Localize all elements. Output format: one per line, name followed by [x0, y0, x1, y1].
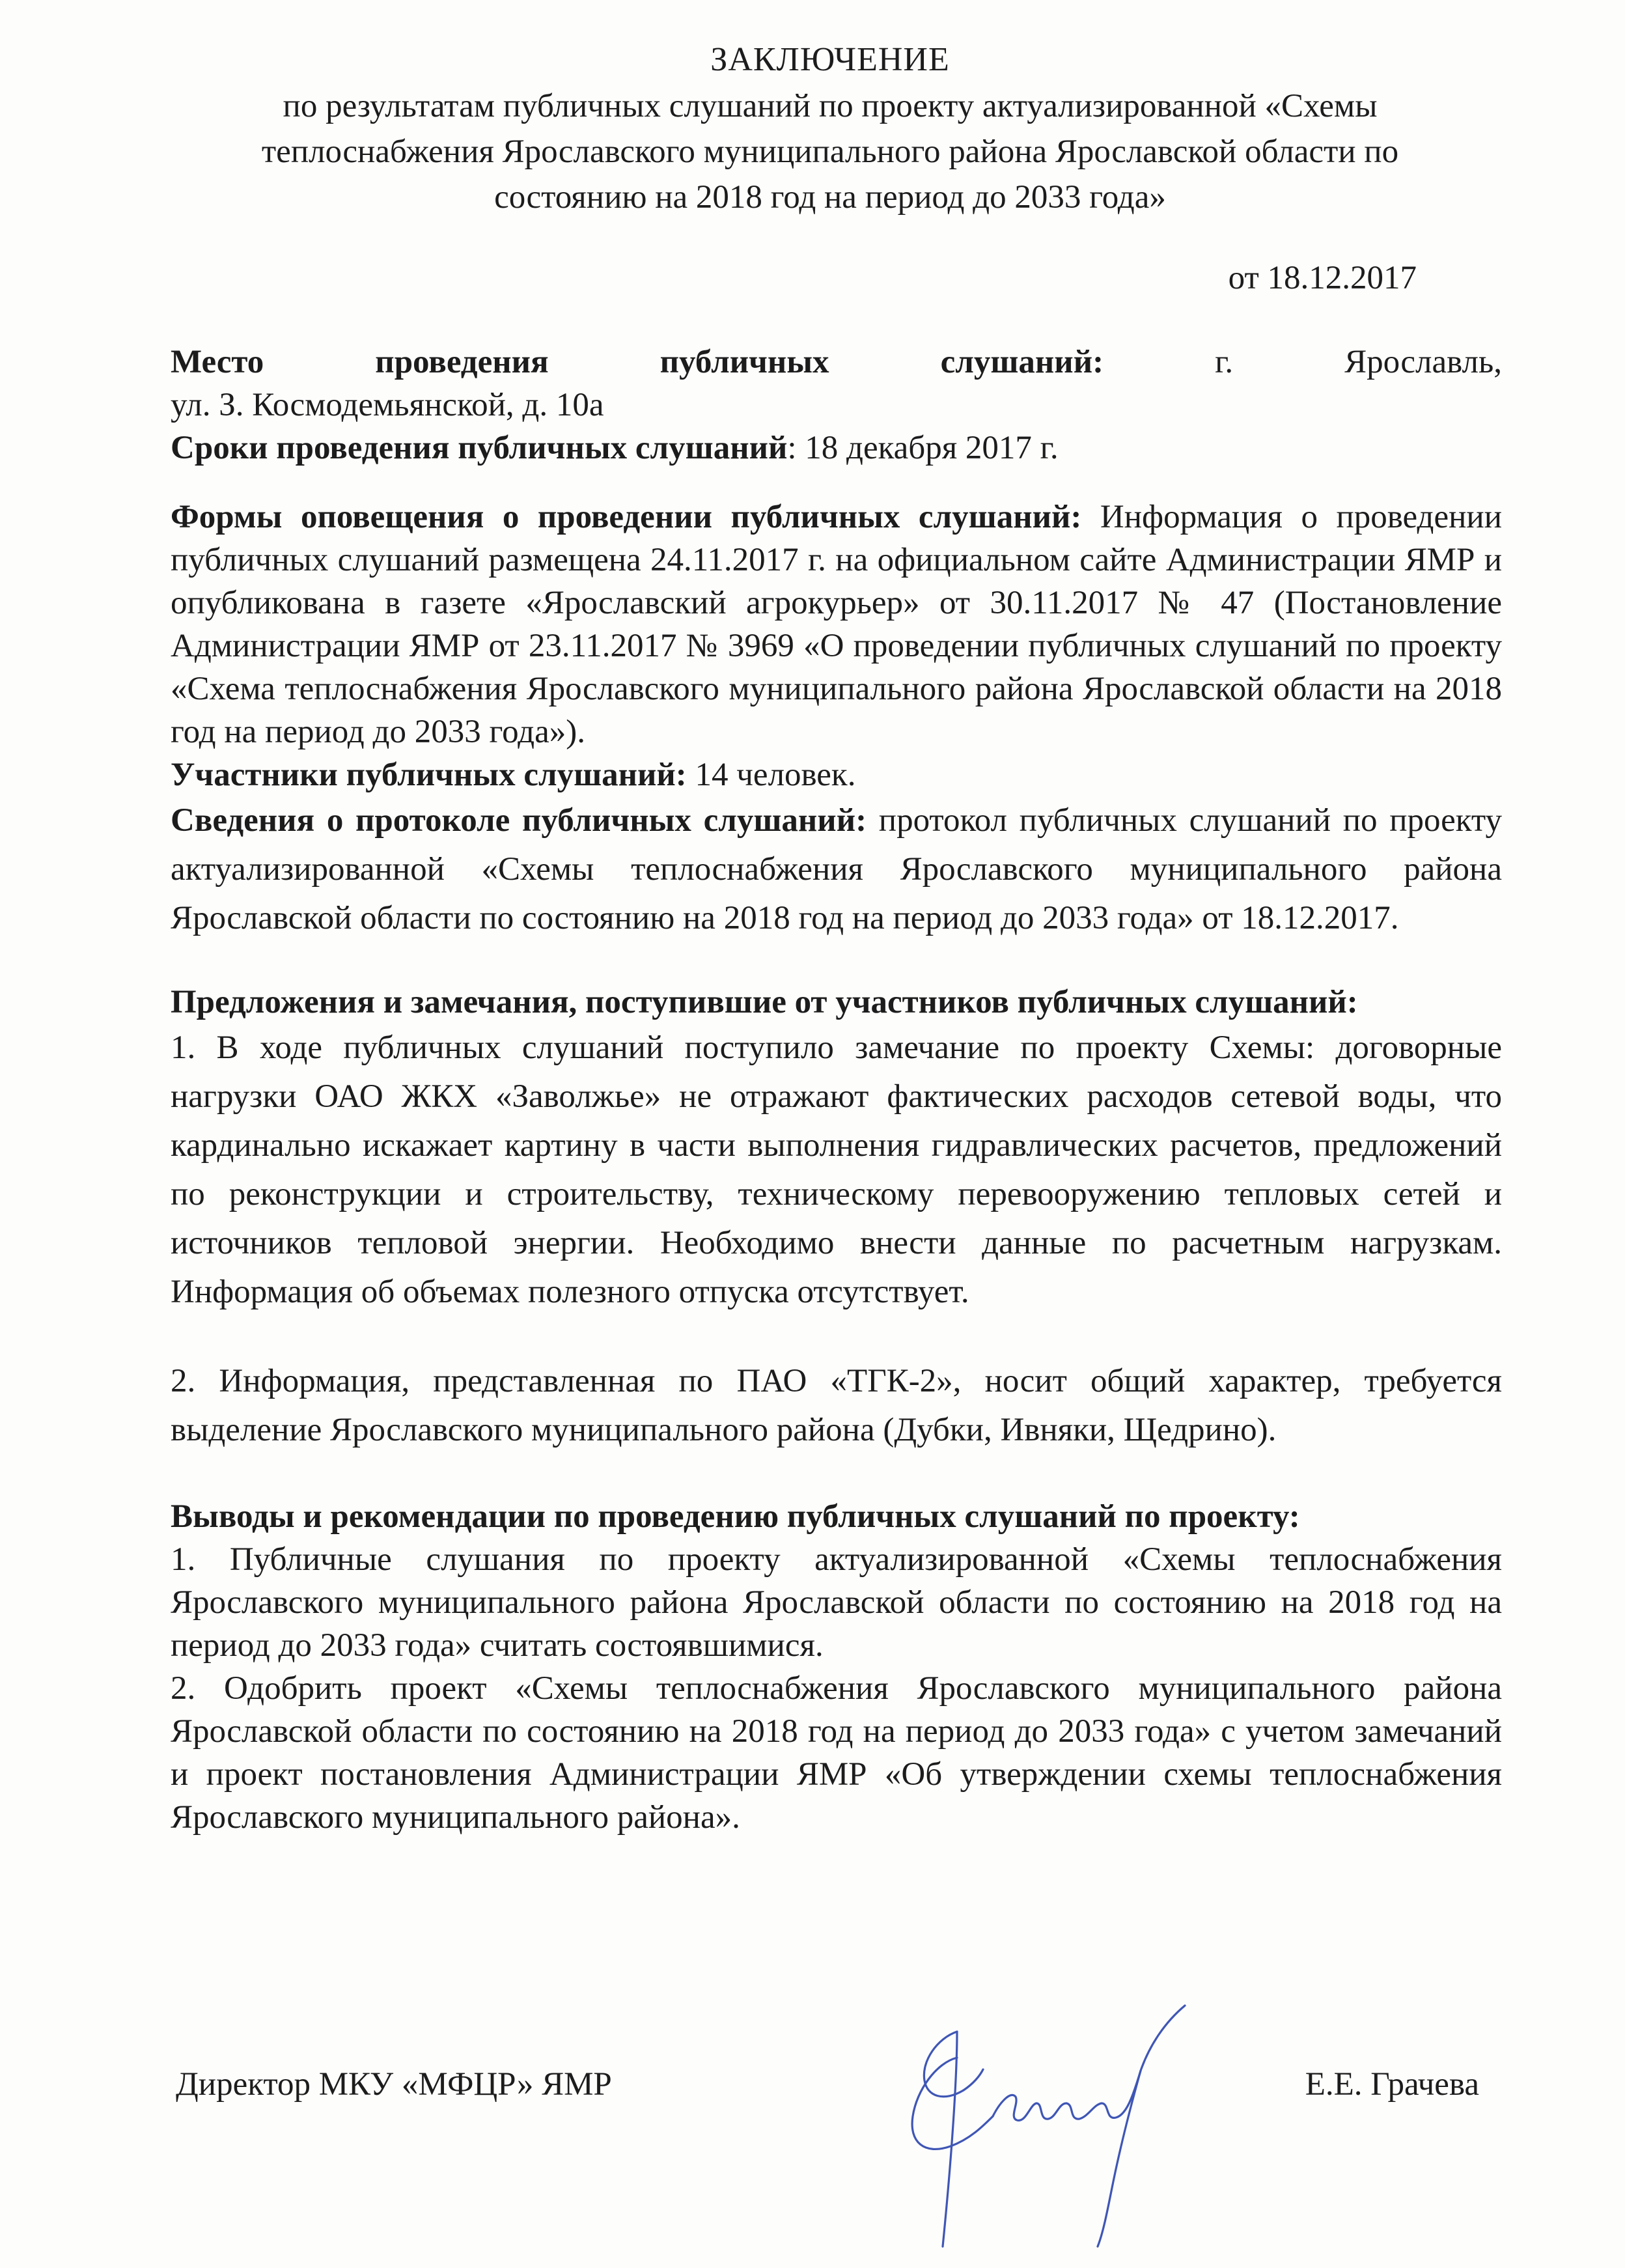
conclusion-item-2: 2. Одобрить проект «Схемы теплоснабжения Ярославского муниципального района Ярославской области по состоянию на 2018 год на период до 2033 года» с учетом замечаний и проект постановления Администрации ЯМР «Об утверждении схемы теплоснабжения Ярославского муниципального района».	[171, 1670, 1502, 1836]
proposals-heading	[171, 981, 1502, 1024]
terms-paragraph	[171, 427, 1502, 469]
terms-value: : 18 декабря 2017 г.	[787, 430, 1059, 466]
notification-value: Информация о проведении публичных слушаний размещена 24.11.2017 г. на официальном сайте Администрации ЯМР и опубликована в газете «Ярославский агрокурьер» от 30.11.2017 № 47 (Постановление Администрации ЯМР от 23.11.2017 № 3969 «О проведении публичных слушаний по проекту «Схема теплоснабжения Ярославского муниципального района Ярославской области на 2018 год на период до 2033 года»).	[171, 499, 1502, 750]
signatory-name: Е.Е. Грачева	[1305, 2066, 1479, 2103]
conclusions-heading-text: Выводы и рекомендации по проведению публичных слушаний по проекту:	[171, 1498, 1300, 1535]
place-label: Место проведения публичных слушаний:	[171, 344, 1104, 380]
document-subtitle: по результатам публичных слушаний по проекту актуализированной «Схемы теплоснабжения Ярославского муниципального района Ярославской области по состоянию на 2018 год на период до 2033 года»	[261, 88, 1399, 216]
proposal-item-2: 2. Информация, представленная по ПАО «ТГК-2», носит общий характер, требуется выделение Ярославского муниципального района (Дубки, Ивняки, Щедрино).	[171, 1363, 1502, 1448]
conclusions-heading	[171, 1495, 1502, 1538]
terms-label: Сроки проведения публичных слушаний	[171, 430, 788, 466]
document-header	[163, 36, 1497, 220]
participants-label: Участники публичных слушаний:	[171, 757, 687, 793]
place-address: ул. З. Космодемьянской, д. 10а	[171, 387, 604, 423]
document-title: ЗАКЛЮЧЕНИЕ	[710, 41, 950, 78]
protocol-paragraph	[171, 796, 1502, 943]
participants-paragraph	[171, 753, 1502, 796]
document-date: от 18.12.2017	[1228, 260, 1417, 296]
notification-paragraph	[171, 496, 1502, 753]
notification-label: Формы оповещения о проведении публичных слушаний:	[171, 499, 1082, 535]
signatory-position: Директор МКУ «МФЦР» ЯМР	[176, 2066, 612, 2103]
place-value-city: г. Ярославль,	[1215, 344, 1503, 380]
proposal-item-1: 1. В ходе публичных слушаний поступило замечание по проекту Схемы: договорные нагрузки ОАО ЖКХ «Заволжье» не отражают фактических расходов сетевой воды, что кардинально искажает картину в части выполнения гидравлических расчетов, предложений по реконструкции и строительству, техническому перевооружению тепловых сетей и источников тепловой энергии. Необходимо внести данные по расчетным нагрузкам. Информация об объемах полезного отпуска отсутствует.	[171, 1029, 1502, 1310]
protocol-label: Сведения о протоколе публичных слушаний:	[171, 802, 867, 839]
protocol-value: протокол публичных слушаний по проекту актуализированной «Схемы теплоснабжения Ярославского муниципального района Ярославской области по состоянию на 2018 год на период до 2033 года» от 18.12.2017.	[171, 802, 1502, 936]
conclusion-item-1: 1. Публичные слушания по проекту актуализированной «Схемы теплоснабжения Ярославского муниципального района Ярославской области по состоянию на 2018 год на период до 2033 года» считать состоявшимися.	[171, 1541, 1502, 1664]
signature-row	[171, 2062, 1505, 2114]
document-body	[171, 341, 1502, 1839]
participants-value: 14 человек.	[686, 757, 856, 793]
proposals-heading-text: Предложения и замечания, поступившие от участников публичных слушаний:	[171, 984, 1358, 1020]
place-line	[171, 341, 1502, 384]
handwritten-signature	[859, 1993, 1224, 2253]
